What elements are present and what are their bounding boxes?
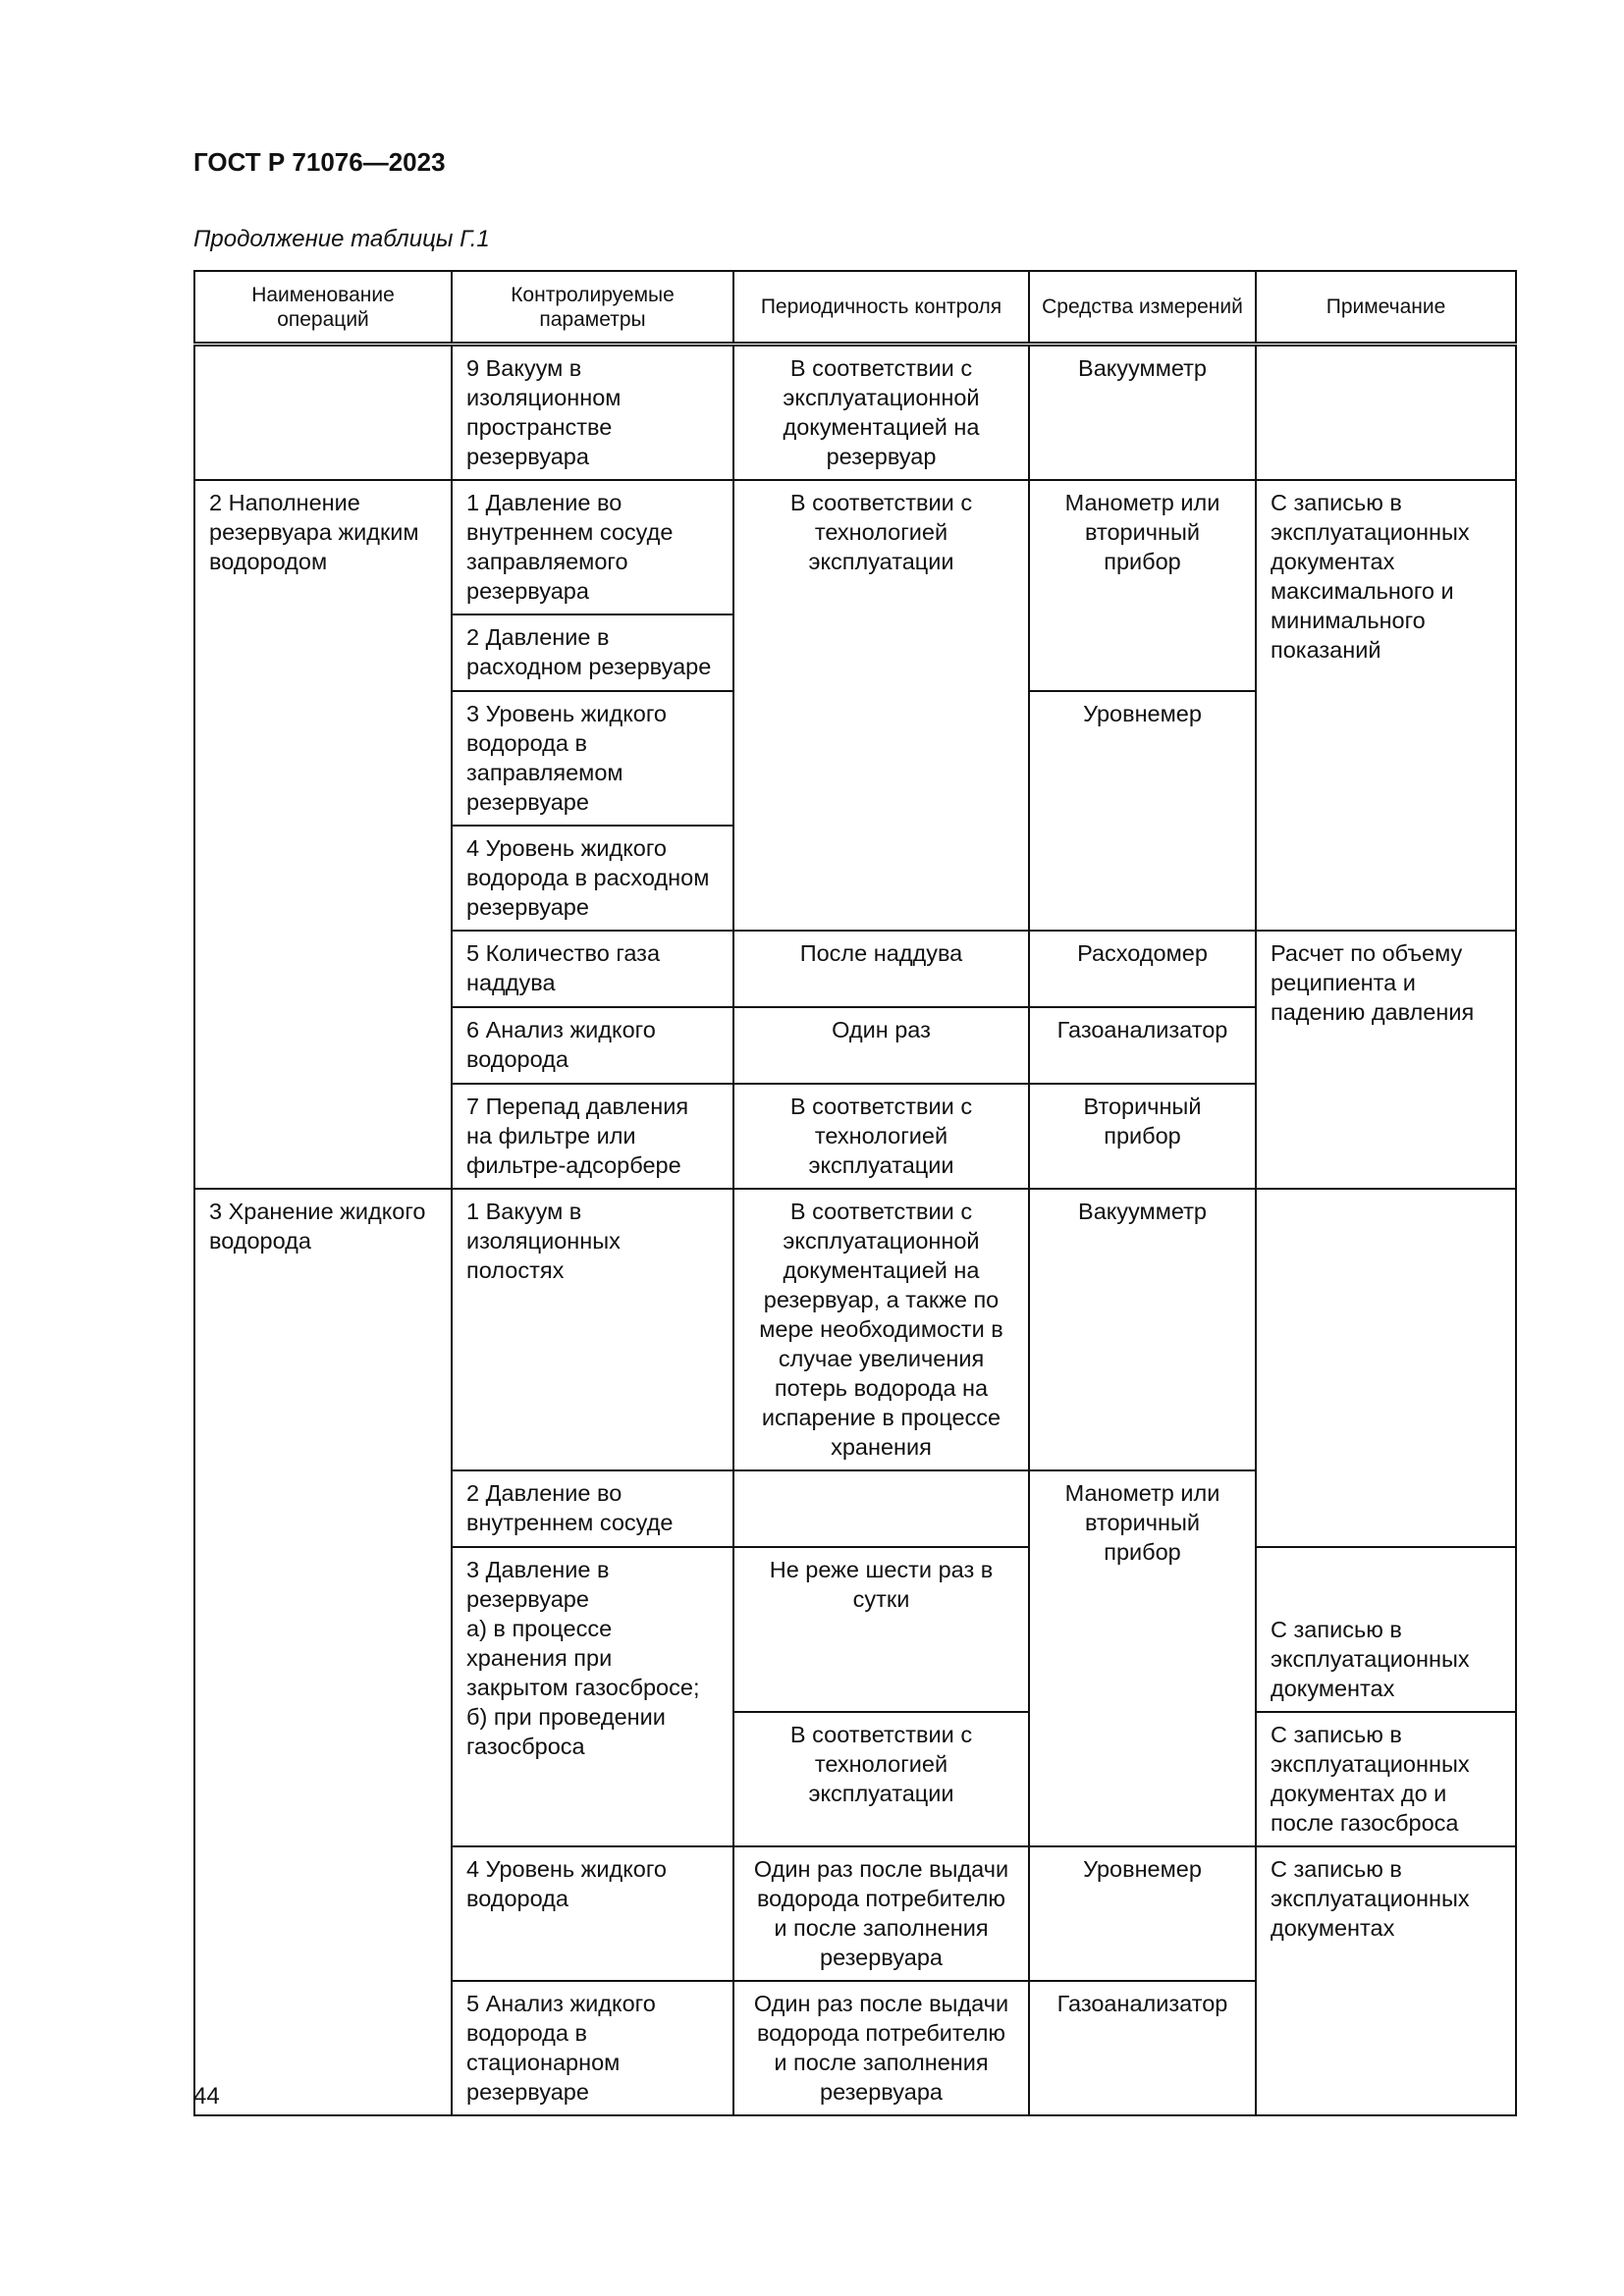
note-cell xyxy=(1256,1189,1516,1547)
parameter-cell xyxy=(452,1547,733,1846)
period-cell: Один раз xyxy=(733,1007,1029,1084)
operation-cell: 3 Хранение жидкого водорода xyxy=(194,1189,452,2115)
operation-cell: 2 Наполнение резервуара жидким водородом xyxy=(194,480,452,1189)
column-header-period: Периодичность контроля xyxy=(733,271,1029,345)
control-table xyxy=(193,270,1517,2116)
period-cell: Один раз после выдачи водорода потребителю и после заполнения резервуара xyxy=(733,1846,1029,1981)
period-cell: В соответствии с эксплуатационной документацией на резервуар, а также по мере необходимости в случае увеличения потерь водорода на испарение в процессе хранения xyxy=(733,1189,1029,1470)
note-cell: Расчет по объему реципиента и падению давления xyxy=(1256,931,1516,1189)
column-header-note: Примечание xyxy=(1256,271,1516,345)
operation-cell xyxy=(194,345,452,481)
parameter-cell: 7 Перепад давления на фильтре или фильтре-адсорбере xyxy=(452,1084,733,1189)
parameter-cell: 5 Анализ жидкого водорода в стационарном резервуаре xyxy=(452,1981,733,2115)
table-row xyxy=(194,1189,1516,1470)
means-cell: Расходомер xyxy=(1029,931,1256,1007)
parameter-cell: 1 Давление во внутреннем сосуде заправляемого резервуара xyxy=(452,480,733,614)
parameter-cell: 6 Анализ жидкого водорода xyxy=(452,1007,733,1084)
column-header-operation: Наименование операций xyxy=(194,271,452,345)
document-header: ГОСТ Р 71076—2023 xyxy=(193,147,446,177)
parameter-cell: 4 Уровень жидкого водорода xyxy=(452,1846,733,1981)
means-cell: Манометр или вторичный прибор xyxy=(1029,1470,1256,1846)
period-cell: В соответствии с технологией эксплуатации xyxy=(733,1712,1029,1846)
note-cell: С записью в эксплуатационных документах xyxy=(1256,1547,1516,1712)
parameter-cell: 1 Вакуум в изоляционных полостях xyxy=(452,1189,733,1470)
parameter-cell: 9 Вакуум в изоляционном пространстве резервуара xyxy=(452,345,733,481)
table-row xyxy=(194,345,1516,481)
parameter-cell: 5 Количество газа наддува xyxy=(452,931,733,1007)
means-cell: Манометр или вторичный прибор xyxy=(1029,480,1256,691)
means-cell: Газоанализатор xyxy=(1029,1007,1256,1084)
note-cell: С записью в эксплуатационных документах максимального и минимального показаний xyxy=(1256,480,1516,931)
period-cell: После наддува xyxy=(733,931,1029,1007)
means-cell: Уровнемер xyxy=(1029,691,1256,931)
means-cell: Вакуумметр xyxy=(1029,1189,1256,1470)
parameter-subitem-a: а) в процессе хранения при закрытом газосбросе; xyxy=(466,1616,700,1700)
means-cell: Вакуумметр xyxy=(1029,345,1256,481)
means-cell: Уровнемер xyxy=(1029,1846,1256,1981)
parameter-subitem-b: б) при проведении газосброса xyxy=(466,1704,666,1759)
table-caption: Продолжение таблицы Г.1 xyxy=(193,226,490,252)
note-cell: С записью в эксплуатационных документах до и после газосброса xyxy=(1256,1712,1516,1846)
means-cell: Газоанализатор xyxy=(1029,1981,1256,2115)
period-cell xyxy=(733,1470,1029,1547)
column-header-parameters: Контролируемые параметры xyxy=(452,271,733,345)
means-cell: Вторичный прибор xyxy=(1029,1084,1256,1189)
parameter-cell: 2 Давление в расходном резервуаре xyxy=(452,614,733,691)
parameter-title: 3 Давление в резервуаре xyxy=(466,1557,610,1612)
period-cell: Не реже шести раз в сутки xyxy=(733,1547,1029,1712)
note-cell: С записью в эксплуатационных документах xyxy=(1256,1846,1516,2115)
period-cell: В соответствии с технологией эксплуатации xyxy=(733,480,1029,931)
period-cell: В соответствии с эксплуатационной документацией на резервуар xyxy=(733,345,1029,481)
table-row xyxy=(194,480,1516,614)
table-header-row xyxy=(194,271,1516,345)
parameter-cell: 2 Давление во внутреннем сосуде xyxy=(452,1470,733,1547)
parameter-cell: 4 Уровень жидкого водорода в расходном резервуаре xyxy=(452,826,733,931)
page-number: 44 xyxy=(193,2083,220,2109)
note-cell xyxy=(1256,345,1516,481)
period-cell: В соответствии с технологией эксплуатации xyxy=(733,1084,1029,1189)
parameter-cell: 3 Уровень жидкого водорода в заправляемом резервуаре xyxy=(452,691,733,826)
column-header-means: Средства измерений xyxy=(1029,271,1256,345)
period-cell: Один раз после выдачи водорода потребителю и после заполнения резервуара xyxy=(733,1981,1029,2115)
